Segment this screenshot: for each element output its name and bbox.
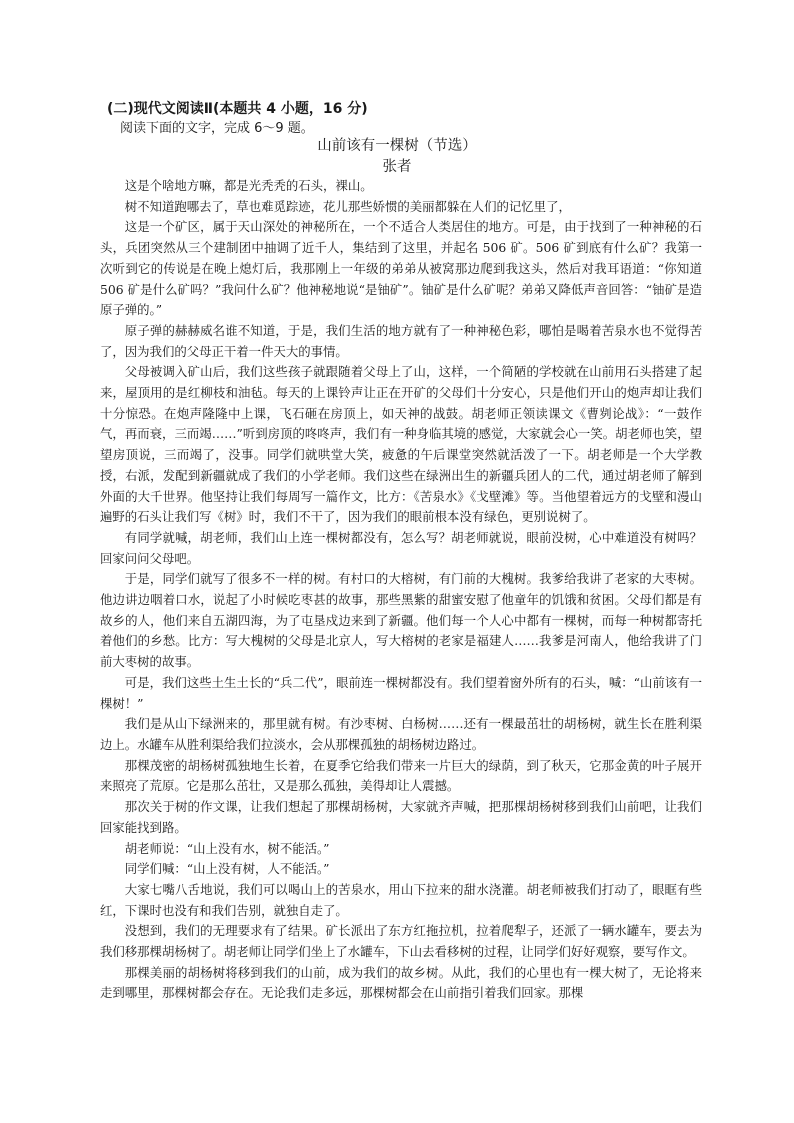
paragraph: 没想到，我们的无理要求有了结果。矿长派出了东方红拖拉机，拉着爬犁子，还派了一辆水罐车，要去为我们移那棵胡杨树了。胡老师让同学们坐上了水罐车，下山去看移树的过程，让同学们好好观察，要写作文。 (100, 923, 702, 960)
section-title: (二)现代文阅读Ⅱ(本题共 4 小题，16 分) (107, 101, 368, 117)
paragraph: 有同学就喊，胡老师，我们山上连一棵树都没有，怎么写？胡老师就说，眼前没树，心中难道没有树吗？回家问问父母吧。 (100, 529, 702, 566)
article-title: 山前该有一棵树（节选） (317, 138, 477, 154)
paragraph: 这是个啥地方嘛，都是光秃秃的石头，裸山。 (124, 178, 373, 193)
paragraph: 这是一个矿区，属于天山深处的神秘所在，一个不适合人类居住的地方。可是，由于找到了一种神秘的石头，兵团突然从三个建制团中抽调了近千人，集结到了这里，并起名 506 矿。506 矿到底有什么矿？我第一次听到它的传说是在晚上熄灯后，我那刚上一年级的弟弟从被窝那边爬到我这头，然后对我耳语道：“你知道 506 矿是什么矿吗？”我问什么矿？他神秘地说“是铀矿”。铀矿是什么矿呢？弟弟又降低声音回答：“铀矿是造原子弹的。” (100, 219, 702, 318)
article-author: 张者 (382, 159, 412, 175)
paragraph: 那棵茂密的胡杨树孤独地生长着，在夏季它给我们带来一片巨大的绿荫，到了秋天，它那金黄的叶子展开来照亮了荒原。它是那么茁壮，又是那么孤独，美得却让人震撼。 (100, 757, 702, 794)
paragraph: 那棵美丽的胡杨树将移到我们的山前，成为我们的故乡树。从此，我们的心里也有一棵大树了，无论将来走到哪里，那棵树都会存在。无论我们走多远，那棵树都会在山前指引着我们回家。那棵 (100, 964, 702, 1001)
paragraph: 那次关于树的作文课，让我们想起了那棵胡杨树，大家就齐声喊，把那棵胡杨树移到我们山前吧，让我们回家能找到路。 (100, 799, 702, 835)
paragraph: 父母被调入矿山后，我们这些孩子就跟随着父母上了山，这样，一个简陋的学校就在山前用石头搭建了起来，屋顶用的是红柳枝和油毡。每天的上课铃声让正在开矿的父母们十分安心，只是他们开山的炮声却让我们十分惊恐。在炮声隆隆中上课，飞石砸在房顶上，如天神的战鼓。胡老师正领读课文《曹刿论战》：“一鼓作气，再而衰，三而竭……”听到房顶的咚咚声，我们有一种身临其境的感觉，大家就会心一笑。胡老师也笑，望望房顶说，三而竭了，没事。同学们就哄堂大笑，疲惫的午后课堂突然就活泼了一下。胡老师是一个大学教授，右派，发配到新疆就成了我们的小学老师。我们这些在绿洲出生的新疆兵团人的二代，通过胡老师了解到外面的大千世界。他坚持让我们每周写一篇作文，比方：《苦泉水》《戈壁滩》等。当他望着远方的戈壁和漫山遍野的石头让我们写《树》时，我们不干了，因为我们的眼前根本没有绿色，更别说树了。 (100, 364, 702, 525)
paragraph: 于是，同学们就写了很多不一样的树。有村口的大榕树，有门前的大槐树。我爹给我讲了老家的大枣树。他边讲边咽着口水，说起了小时候吃枣甚的故事，那些黑紫的甜蜜安慰了他童年的饥饿和贫困。父母们都是有故乡的人，他们来自五湖四海，为了屯垦戍边来到了新疆。他们每一个人心中都有一棵树，而每一种树都寄托着他们的乡愁。比方：写大槐树的父母是北京人，写大榕树的老家是福建人……我爹是河南人，他给我讲了门前大枣树的故事。 (100, 571, 702, 670)
paragraph: 大家七嘴八舌地说，我们可以喝山上的苦泉水，用山下拉来的甜水浇灌。胡老师被我们打动了，眼眶有些红，下课时也没有和我们告别，就独自走了。 (100, 881, 702, 918)
paragraph: 树不知道跑哪去了，草也难觅踪迹，花儿那些娇惯的美丽都躲在人们的记忆里了， (124, 198, 571, 214)
paragraph: 可是，我们这些土生土长的“兵二代”，眼前连一棵树都没有。我们望着窗外所有的石头，喊：“山前该有一棵树！” (100, 674, 702, 711)
paragraph: 原子弹的赫赫威名谁不知道，于是，我们生活的地方就有了一种神秘色彩，哪怕是喝着苦泉水也不觉得苦了，因为我们的父母正干着一件天大的事情。 (100, 322, 702, 359)
reading-instruction: 阅读下面的文字，完成 6～9 题。 (120, 121, 314, 136)
paragraph: 同学们喊：“山上没有树，人不能活。” (124, 861, 330, 877)
paragraph: 我们是从山下绿洲来的，那里就有树。有沙枣树、白杨树……还有一棵最茁壮的胡杨树，就生长在胜利渠边上。水罐车从胜利渠给我们拉淡水，会从那棵孤独的胡杨树边路过。 (100, 716, 702, 752)
paragraph: 胡老师说：“山上没有水，树不能活。” (124, 840, 330, 856)
article-body (100, 176, 702, 1004)
